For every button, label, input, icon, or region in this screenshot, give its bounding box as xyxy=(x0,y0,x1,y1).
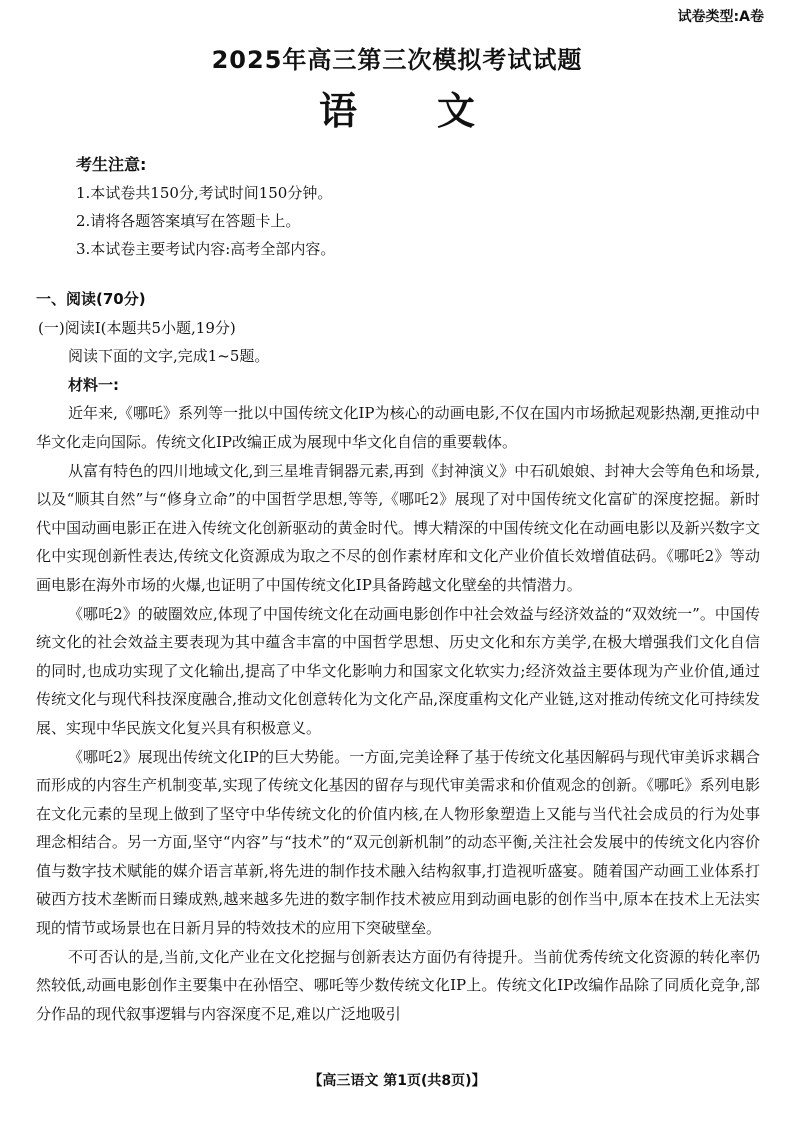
subject-title: 语文 xyxy=(318,89,555,133)
instruction: 阅读下面的文字,完成1~5题。 xyxy=(68,347,270,366)
reading-section xyxy=(36,285,760,1028)
notice-title: 考生注意: xyxy=(76,155,147,174)
paragraph: 不可否认的是,当前,文化产业在文化挖掘与创新表达方面仍有待提升。当前优秀传统文化资源的转化率仍然较低,动画电影创作主要集中在孙悟空、哪吒等少数传统文化IP上。传统文化IP改编作品除了同质化竞争,部分作品的现代叙事逻辑与内容深度不足,难以广泛地吸引 xyxy=(36,947,760,1023)
page-footer: 【高三语文 第1页(共8页)】 xyxy=(308,1073,486,1089)
exam-title: 2025年高三第三次模拟考试试题 xyxy=(211,46,583,74)
notice-item: 3.本试卷主要考试内容:高考全部内容。 xyxy=(76,240,336,258)
paragraph: 近年来,《哪吒》系列等一批以中国传统文化IP为核心的动画电影,不仅在国内市场掀起观影热潮,更推动中华文化走向国际。传统文化IP改编正成为展现中华文化自信的重要载体。 xyxy=(36,404,760,451)
material-label: 材料一: xyxy=(68,375,119,394)
paragraph: 《哪吒2》展现出传统文化IP的巨大势能。一方面,完美诠释了基于传统文化基因解码与现代审美诉求耦合而形成的内容生产机制变革,实现了传统文化基因的留存与现代审美需求和价值观念的创新。《哪吒》系列电影在文化元素的呈现上做到了坚守中华传统文化的价值内核,在人物形象塑造上又能与当代社会成员的行为处事理念相结合。另一方面,坚守“内容”与“技术”的“双元创新机制”的动态平衡,关注社会发展中的传统文化内容价值与数字技术赋能的媒介语言革新,将先进的制作技术融入结构叙事,打造视听盛宴。随着国产动画工业体系打破西方技术垄断而日臻成熟,越来越多先进的数字制作技术被应用到动画电影的创作当中,原本在技术上无法实现的情节或场景也在日新月异的特效技术的应用下突破壁垒。 xyxy=(36,747,760,938)
candidate-notice xyxy=(76,152,335,263)
subsection-heading: (一)阅读Ⅰ(本题共5小题,19分) xyxy=(38,318,236,337)
paper-type-label: 试卷类型:A卷 xyxy=(677,9,764,25)
section-heading: 一、阅读(70分) xyxy=(36,290,146,308)
paragraph: 从富有特色的四川地域文化,到三星堆青铜器元素,再到《封神演义》中石矶娘娘、封神大会等角色和场景,以及“顺其自然”与“修身立命”的中国哲学思想,等等,《哪吒2》展现了对中国传统文化富矿的深度挖掘。新时代中国动画电影正在进入传统文化创新驱动的黄金时代。博大精深的中国传统文化在动画电影以及新兴数字文化中实现创新性表达,传统文化资源成为取之不尽的创作素材库和文化产业价值长效增值砝码。《哪吒2》等动画电影在海外市场的火爆,也证明了中国传统文化IP具备跨越文化壁垒的共情潜力。 xyxy=(36,461,760,594)
notice-item: 1.本试卷共150分,考试时间150分钟。 xyxy=(76,184,333,202)
paragraph: 《哪吒2》的破圈效应,体现了中国传统文化在动画电影创作中社会效益与经济效益的“双效统一”。中国传统文化的社会效益主要表现为其中蕴含丰富的中国哲学思想、历史文化和东方美学,在极大增强我们文化自信的同时,也成功实现了文化输出,提高了中华文化影响力和国家文化软实力;经济效益主要体现为产业价值,通过传统文化与现代科技深度融合,推动文化创意转化为文化产品,深度重构文化产业链,这对推动传统文化可持续发展、实现中华民族文化复兴具有积极意义。 xyxy=(36,604,760,737)
notice-item: 2.请将各题答案填写在答题卡上。 xyxy=(76,212,301,230)
